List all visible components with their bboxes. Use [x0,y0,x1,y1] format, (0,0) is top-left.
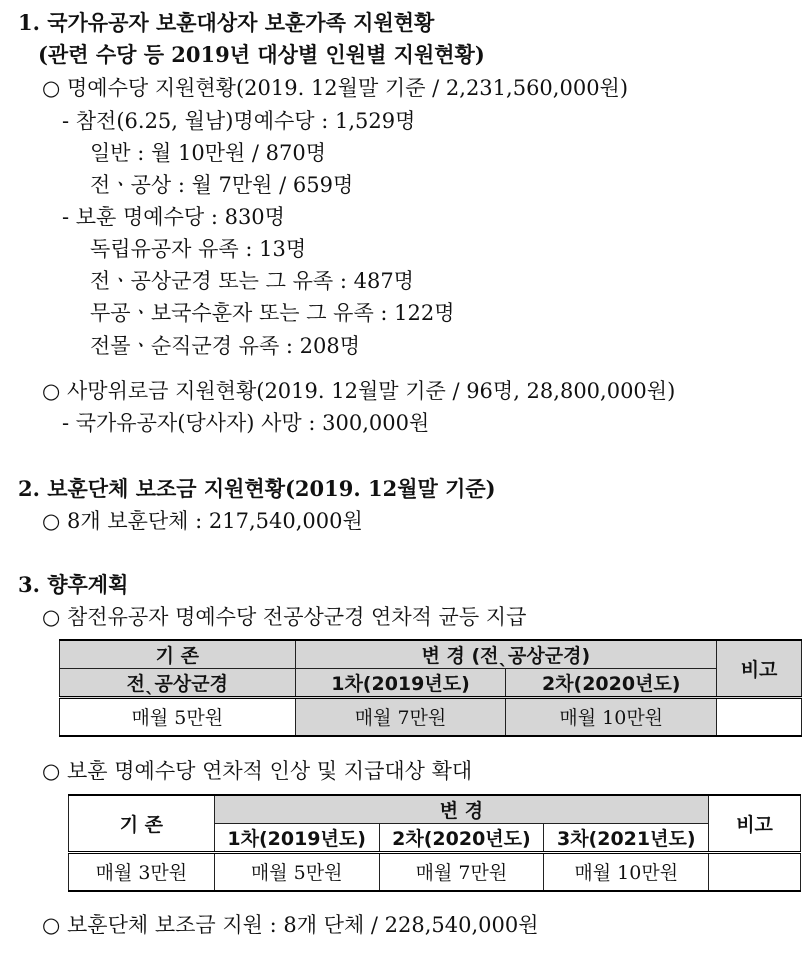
plan2-sub-col: 3차(2021년도) [544,824,709,853]
table-cell [709,853,801,891]
plan2-heading: ○ 보훈 명예수당 연차적 인상 및 지급대상 확대 [42,759,473,783]
list-item: 전몰ㆍ순직군경 유족 : 208명 [90,334,361,358]
plan1-table [59,639,802,737]
plan1-sub-col: 2차(2020년도) [506,669,717,698]
plan3-heading: ○ 보훈단체 보조금 지원 : 8개 단체 / 228,540,000원 [42,913,539,937]
list-item: 일반 : 월 10만원 / 870명 [90,141,327,165]
list-item: 무공ㆍ보국수훈자 또는 그 유족 : 122명 [90,301,455,325]
table-cell: 매월 10만원 [544,853,709,891]
plan1-change-header: 변 경 (전ˎ공상군경) [295,640,716,669]
table-cell: 매월 5만원 [214,853,379,891]
list-item: 전ㆍ공상군경 또는 그 유족 : 487명 [90,269,414,293]
table-row [60,640,802,669]
table-row [69,853,801,891]
condolence-item: - 국가유공자(당사자) 사망 : 300,000원 [62,411,430,435]
patriot-allowance-heading: - 보훈 명예수당 : 830명 [62,205,285,229]
plan2-existing-header: 기 존 [69,795,215,853]
table-row [60,698,802,736]
plan2-sub-col: 1차(2019년도) [214,824,379,853]
table-cell [717,698,802,736]
table-cell: 매월 5만원 [60,698,296,736]
honor-allowance-heading: ○ 명예수당 지원현황(2019. 12월말 기준 / 2,231,560,000원) [42,76,629,100]
plan2-note-header: 비고 [709,795,801,853]
table-cell: 매월 7만원 [379,853,544,891]
plan1-sub-existing: 전ˎ공상군경 [60,669,296,698]
table-row [60,669,802,698]
section1-subtitle: (관련 수당 등 2019년 대상별 인원별 지원현황) [38,42,485,67]
plan1-heading: ○ 참전유공자 명예수당 전공상군경 연차적 균등 지급 [42,605,527,629]
section2-title: 2. 보훈단체 보조금 지원현황(2019. 12월말 기준) [18,476,496,501]
table-cell: 매월 7만원 [295,698,506,736]
section2-item: ○ 8개 보훈단체 : 217,540,000원 [42,509,363,533]
list-item: 전ㆍ공상 : 월 7만원 / 659명 [90,173,354,197]
plan1-existing-header: 기 존 [60,640,296,669]
plan2-sub-col: 2차(2020년도) [379,824,544,853]
plan1-note-header: 비고 [717,640,802,698]
table-cell: 매월 10만원 [506,698,717,736]
war-allowance-heading: - 참전(6.25, 월남)명예수당 : 1,529명 [62,109,416,133]
plan1-sub-col: 1차(2019년도) [295,669,506,698]
section3-title: 3. 향후계획 [18,572,129,597]
plan2-change-header: 변 경 [214,795,708,824]
table-cell: 매월 3만원 [69,853,215,891]
table-row [69,795,801,824]
plan2-table [68,794,801,892]
section1-title: 1. 국가유공자 보훈대상자 보훈가족 지원현황 [18,10,435,35]
list-item: 독립유공자 유족 : 13명 [90,237,307,261]
condolence-heading: ○ 사망위로금 지원현황(2019. 12월말 기준 / 96명, 28,800,000원) [42,379,676,403]
